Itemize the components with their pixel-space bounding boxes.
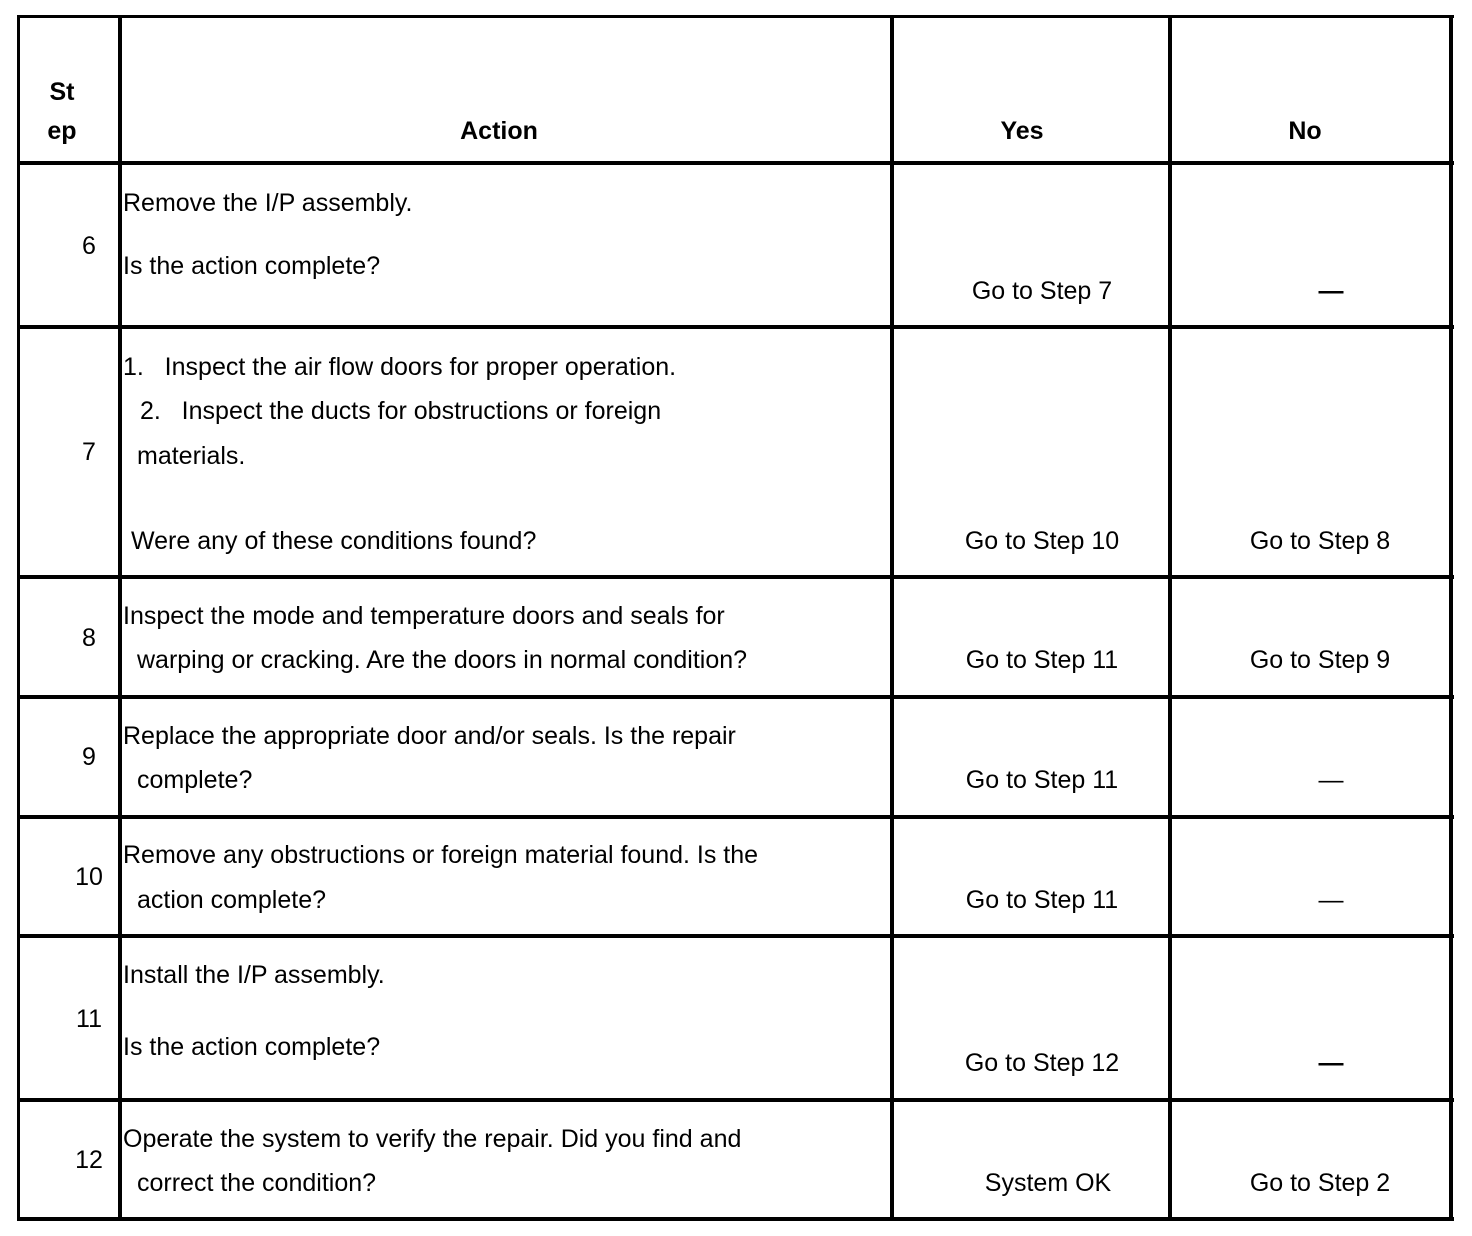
yes-result: Go to Step 11: [965, 646, 1119, 674]
step-number: 9: [82, 743, 96, 771]
step-number: 6: [82, 232, 96, 260]
yes-result: Go to Step 11: [965, 886, 1119, 914]
action-text: Replace the appropriate door and/or seals. Is the repair: [123, 722, 736, 750]
action-text: Operate the system to verify the repair. Did you find and: [123, 1125, 742, 1153]
row-divider: [17, 325, 1454, 329]
action-text: Is the action complete?: [123, 252, 381, 280]
header-step-line2: ep: [47, 117, 77, 145]
action-text: correct the condition?: [137, 1169, 377, 1197]
yes-result: System OK: [984, 1169, 1112, 1197]
no-result: —: [1318, 1049, 1344, 1077]
action-text: Remove the I/P assembly.: [123, 189, 413, 217]
header-action: Action: [460, 117, 538, 145]
action-text: Remove any obstructions or foreign material found. Is the: [123, 841, 759, 869]
action-text: Were any of these conditions found?: [131, 527, 537, 555]
no-result: Go to Step 2: [1249, 1169, 1391, 1197]
header-yes: Yes: [1000, 117, 1044, 145]
no-result: —: [1318, 766, 1344, 794]
header-no: No: [1288, 117, 1322, 145]
no-result: Go to Step 9: [1249, 646, 1391, 674]
no-result: —: [1318, 277, 1344, 305]
action-text: complete?: [137, 766, 253, 794]
column-divider-yes: [1168, 15, 1172, 1221]
step-number: 8: [82, 624, 96, 652]
yes-result: Go to Step 12: [964, 1049, 1120, 1077]
row-divider: [17, 1098, 1454, 1102]
row-divider: [17, 815, 1454, 819]
action-text: Is the action complete?: [123, 1033, 381, 1061]
column-divider-step: [118, 15, 122, 1221]
step-number: 12: [75, 1146, 103, 1174]
table-border-left: [17, 15, 20, 1221]
row-divider: [17, 575, 1454, 579]
action-text: Inspect the mode and temperature doors and seals for: [123, 602, 725, 630]
action-text: warping or cracking. Are the doors in normal condition?: [137, 646, 748, 674]
header-divider: [17, 161, 1454, 165]
action-text: 1. Inspect the air flow doors for proper operation.: [123, 353, 677, 381]
header-step-line1: St: [49, 78, 75, 106]
action-text: materials.: [137, 442, 246, 470]
step-number: 7: [82, 438, 96, 466]
yes-result: Go to Step 10: [964, 527, 1120, 555]
table-border-top: [17, 15, 1454, 18]
yes-result: Go to Step 7: [971, 277, 1113, 305]
table-border-bottom: [17, 1217, 1454, 1221]
yes-result: Go to Step 11: [965, 766, 1119, 794]
row-divider: [17, 695, 1454, 699]
action-text: 2. Inspect the ducts for obstructions or foreign: [140, 397, 662, 425]
action-text: action complete?: [137, 886, 327, 914]
step-number: 11: [76, 1005, 102, 1033]
column-divider-action: [890, 15, 894, 1221]
step-number: 10: [75, 863, 103, 891]
action-text: Install the I/P assembly.: [123, 961, 385, 989]
no-result: Go to Step 8: [1249, 527, 1391, 555]
row-divider: [17, 934, 1454, 938]
no-result: —: [1318, 886, 1344, 914]
table-border-right: [1449, 15, 1453, 1221]
